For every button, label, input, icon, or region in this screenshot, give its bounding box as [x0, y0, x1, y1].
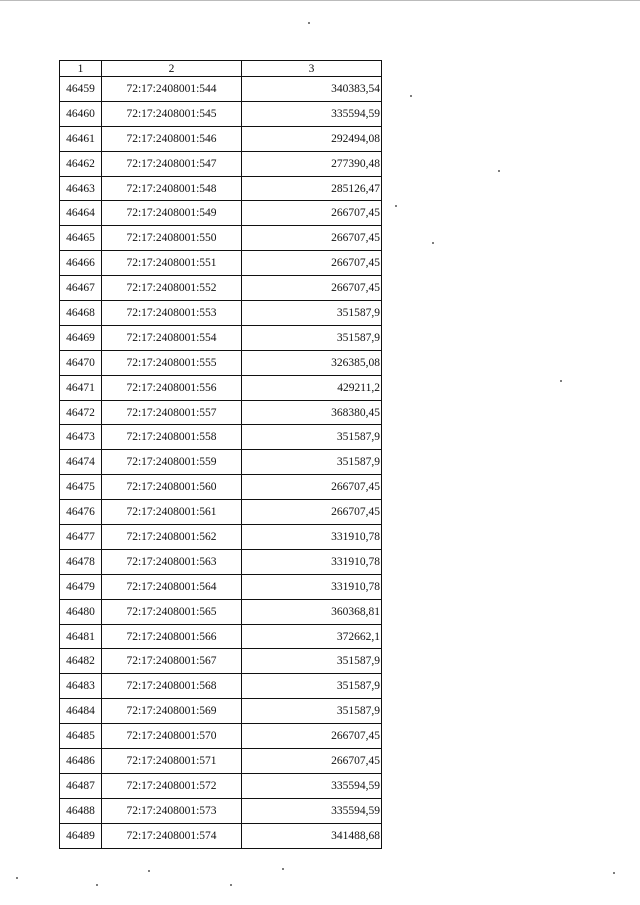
table-row: [60, 151, 382, 176]
cadastral-value-cell: 429211,2: [242, 375, 382, 400]
scan-speck: [410, 95, 412, 97]
cadastral-value-cell: 351587,9: [242, 425, 382, 450]
cadastral-number-cell: 72:17:2408001:550: [102, 226, 242, 251]
cadastral-number-cell: 72:17:2408001:544: [102, 77, 242, 102]
row-number-cell: 46467: [60, 276, 102, 301]
table-row: [60, 276, 382, 301]
cadastral-number-cell: 72:17:2408001:545: [102, 101, 242, 126]
row-number-cell: 46481: [60, 624, 102, 649]
table-row: [60, 325, 382, 350]
cadastral-value-cell: 340383,54: [242, 77, 382, 102]
cadastral-value-cell: 266707,45: [242, 276, 382, 301]
table-row: [60, 301, 382, 326]
row-number-cell: 46469: [60, 325, 102, 350]
row-number-cell: 46480: [60, 599, 102, 624]
cadastral-value-cell: 368380,45: [242, 400, 382, 425]
scan-speck: [148, 870, 150, 872]
cadastral-number-cell: 72:17:2408001:560: [102, 475, 242, 500]
row-number-cell: 46461: [60, 126, 102, 151]
cadastral-value-cell: 292494,08: [242, 126, 382, 151]
row-number-cell: 46462: [60, 151, 102, 176]
cadastral-number-cell: 72:17:2408001:549: [102, 201, 242, 226]
cadastral-value-cell: 335594,59: [242, 101, 382, 126]
table-row: [60, 549, 382, 574]
scan-speck: [613, 872, 615, 874]
table-row: [60, 649, 382, 674]
cadastral-number-cell: 72:17:2408001:556: [102, 375, 242, 400]
table-row: [60, 425, 382, 450]
row-number-cell: 46474: [60, 450, 102, 475]
cadastral-number-cell: 72:17:2408001:546: [102, 126, 242, 151]
row-number-cell: 46463: [60, 176, 102, 201]
cadastral-number-cell: 72:17:2408001:551: [102, 251, 242, 276]
cadastral-value-cell: 351587,9: [242, 325, 382, 350]
table-row: [60, 251, 382, 276]
scan-top-edge: [0, 0, 640, 1]
cadastral-number-cell: 72:17:2408001:572: [102, 773, 242, 798]
scan-speck: [282, 868, 284, 870]
cadastral-number-cell: 72:17:2408001:564: [102, 574, 242, 599]
table-row: [60, 599, 382, 624]
cadastral-value-cell: 266707,45: [242, 500, 382, 525]
cadastral-value-cell: 331910,78: [242, 549, 382, 574]
row-number-cell: 46459: [60, 77, 102, 102]
scan-speck: [395, 205, 397, 207]
table-row: [60, 400, 382, 425]
row-number-cell: 46487: [60, 773, 102, 798]
cadastral-number-cell: 72:17:2408001:567: [102, 649, 242, 674]
table-row: [60, 500, 382, 525]
scan-speck: [16, 877, 18, 879]
row-number-cell: 46475: [60, 475, 102, 500]
table-row: [60, 699, 382, 724]
cadastral-value-cell: 266707,45: [242, 201, 382, 226]
column-number-3: 3: [242, 61, 382, 77]
cadastral-number-cell: 72:17:2408001:569: [102, 699, 242, 724]
table-row: [60, 126, 382, 151]
table-row: [60, 77, 382, 102]
table-row: [60, 574, 382, 599]
scan-speck: [498, 170, 500, 172]
cadastral-number-cell: 72:17:2408001:552: [102, 276, 242, 301]
cadastral-number-cell: 72:17:2408001:565: [102, 599, 242, 624]
cadastral-number-cell: 72:17:2408001:568: [102, 674, 242, 699]
cadastral-value-cell: 351587,9: [242, 649, 382, 674]
row-number-cell: 46471: [60, 375, 102, 400]
row-number-cell: 46477: [60, 525, 102, 550]
cadastral-number-cell: 72:17:2408001:574: [102, 823, 242, 848]
row-number-cell: 46483: [60, 674, 102, 699]
column-number-header-row: [60, 61, 382, 77]
cadastral-number-cell: 72:17:2408001:553: [102, 301, 242, 326]
cadastral-number-cell: 72:17:2408001:570: [102, 724, 242, 749]
table-row: [60, 674, 382, 699]
scan-speck: [230, 884, 232, 886]
cadastral-number-cell: 72:17:2408001:562: [102, 525, 242, 550]
table-row: [60, 450, 382, 475]
table-body: [60, 77, 382, 849]
cadastral-value-cell: 335594,59: [242, 798, 382, 823]
scan-speck: [96, 884, 98, 886]
row-number-cell: 46479: [60, 574, 102, 599]
column-number-2: 2: [102, 61, 242, 77]
row-number-cell: 46489: [60, 823, 102, 848]
table-row: [60, 201, 382, 226]
row-number-cell: 46486: [60, 749, 102, 774]
cadastral-number-cell: 72:17:2408001:573: [102, 798, 242, 823]
cadastral-value-cell: 372662,1: [242, 624, 382, 649]
cadastral-value-cell: 351587,9: [242, 450, 382, 475]
row-number-cell: 46472: [60, 400, 102, 425]
cadastral-number-cell: 72:17:2408001:557: [102, 400, 242, 425]
cadastral-value-cell: 351587,9: [242, 674, 382, 699]
table-row: [60, 350, 382, 375]
cadastral-number-cell: 72:17:2408001:548: [102, 176, 242, 201]
row-number-cell: 46460: [60, 101, 102, 126]
row-number-cell: 46476: [60, 500, 102, 525]
scan-speck: [560, 380, 562, 382]
cadastral-number-cell: 72:17:2408001:558: [102, 425, 242, 450]
table-row: [60, 798, 382, 823]
row-number-cell: 46466: [60, 251, 102, 276]
cadastral-number-cell: 72:17:2408001:559: [102, 450, 242, 475]
table-row: [60, 475, 382, 500]
table-row: [60, 773, 382, 798]
table-row: [60, 375, 382, 400]
table-row: [60, 624, 382, 649]
row-number-cell: 46470: [60, 350, 102, 375]
cadastral-number-cell: 72:17:2408001:554: [102, 325, 242, 350]
row-number-cell: 46465: [60, 226, 102, 251]
cadastral-value-cell: 277390,48: [242, 151, 382, 176]
cadastral-value-cell: 266707,45: [242, 749, 382, 774]
cadastral-value-cell: 331910,78: [242, 574, 382, 599]
cadastral-value-cell: 285126,47: [242, 176, 382, 201]
cadastral-value-cell: 341488,68: [242, 823, 382, 848]
cadastral-value-cell: 266707,45: [242, 251, 382, 276]
cadastral-number-cell: 72:17:2408001:547: [102, 151, 242, 176]
table-row: [60, 525, 382, 550]
cadastral-value-cell: 266707,45: [242, 226, 382, 251]
table-row: [60, 176, 382, 201]
row-number-cell: 46484: [60, 699, 102, 724]
table-row: [60, 823, 382, 848]
cadastral-value-cell: 326385,08: [242, 350, 382, 375]
cadastral-number-cell: 72:17:2408001:561: [102, 500, 242, 525]
table-row: [60, 226, 382, 251]
cadastral-value-cell: 360368,81: [242, 599, 382, 624]
table-row: [60, 724, 382, 749]
cadastral-value-cell: 335594,59: [242, 773, 382, 798]
row-number-cell: 46488: [60, 798, 102, 823]
row-number-cell: 46473: [60, 425, 102, 450]
cadastral-number-cell: 72:17:2408001:571: [102, 749, 242, 774]
column-number-1: 1: [60, 61, 102, 77]
cadastral-value-cell: 266707,45: [242, 724, 382, 749]
cadastral-value-cell: 351587,9: [242, 699, 382, 724]
table-row: [60, 101, 382, 126]
cadastral-number-cell: 72:17:2408001:555: [102, 350, 242, 375]
row-number-cell: 46464: [60, 201, 102, 226]
row-number-cell: 46478: [60, 549, 102, 574]
scan-speck: [432, 242, 434, 244]
cadastral-number-cell: 72:17:2408001:566: [102, 624, 242, 649]
row-number-cell: 46485: [60, 724, 102, 749]
cadastral-number-cell: 72:17:2408001:563: [102, 549, 242, 574]
cadastral-value-table: [59, 60, 382, 849]
row-number-cell: 46468: [60, 301, 102, 326]
row-number-cell: 46482: [60, 649, 102, 674]
table-row: [60, 749, 382, 774]
cadastral-value-cell: 266707,45: [242, 475, 382, 500]
cadastral-value-cell: 351587,9: [242, 301, 382, 326]
scan-speck: [308, 22, 310, 24]
cadastral-value-cell: 331910,78: [242, 525, 382, 550]
